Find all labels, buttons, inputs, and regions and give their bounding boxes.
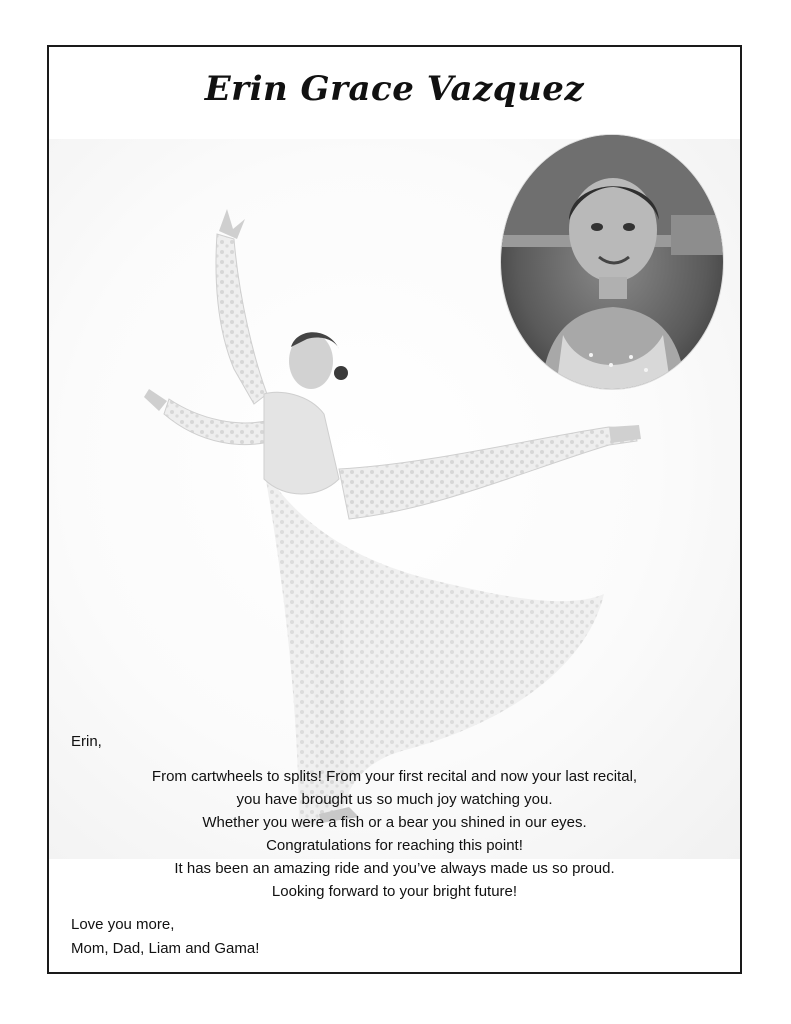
message-line: It has been an amazing ride and you’ve always made us so proud. [174, 860, 615, 877]
ad-page-frame [47, 45, 742, 974]
message-line: Whether you were a fish or a bear you shined in our eyes. [202, 814, 587, 831]
message-line: Congratulations for reaching this point! [266, 837, 523, 854]
childhood-portrait-photo [501, 135, 723, 389]
page-title: Erin Grace Vazquez [204, 69, 585, 109]
greeting-text: Erin, [71, 733, 102, 750]
signature-line: Mom, Dad, Liam and Gama! [71, 940, 260, 957]
message-line: Looking forward to your bright future! [271, 883, 518, 900]
closing-line: Love you more, [71, 916, 175, 933]
closing-signature [71, 913, 259, 961]
message-line: From cartwheels to splits! From your first recital and now your last recital, [151, 768, 638, 785]
message-line: you have brought us so much joy watching you. [236, 791, 553, 808]
message-block [49, 765, 740, 903]
